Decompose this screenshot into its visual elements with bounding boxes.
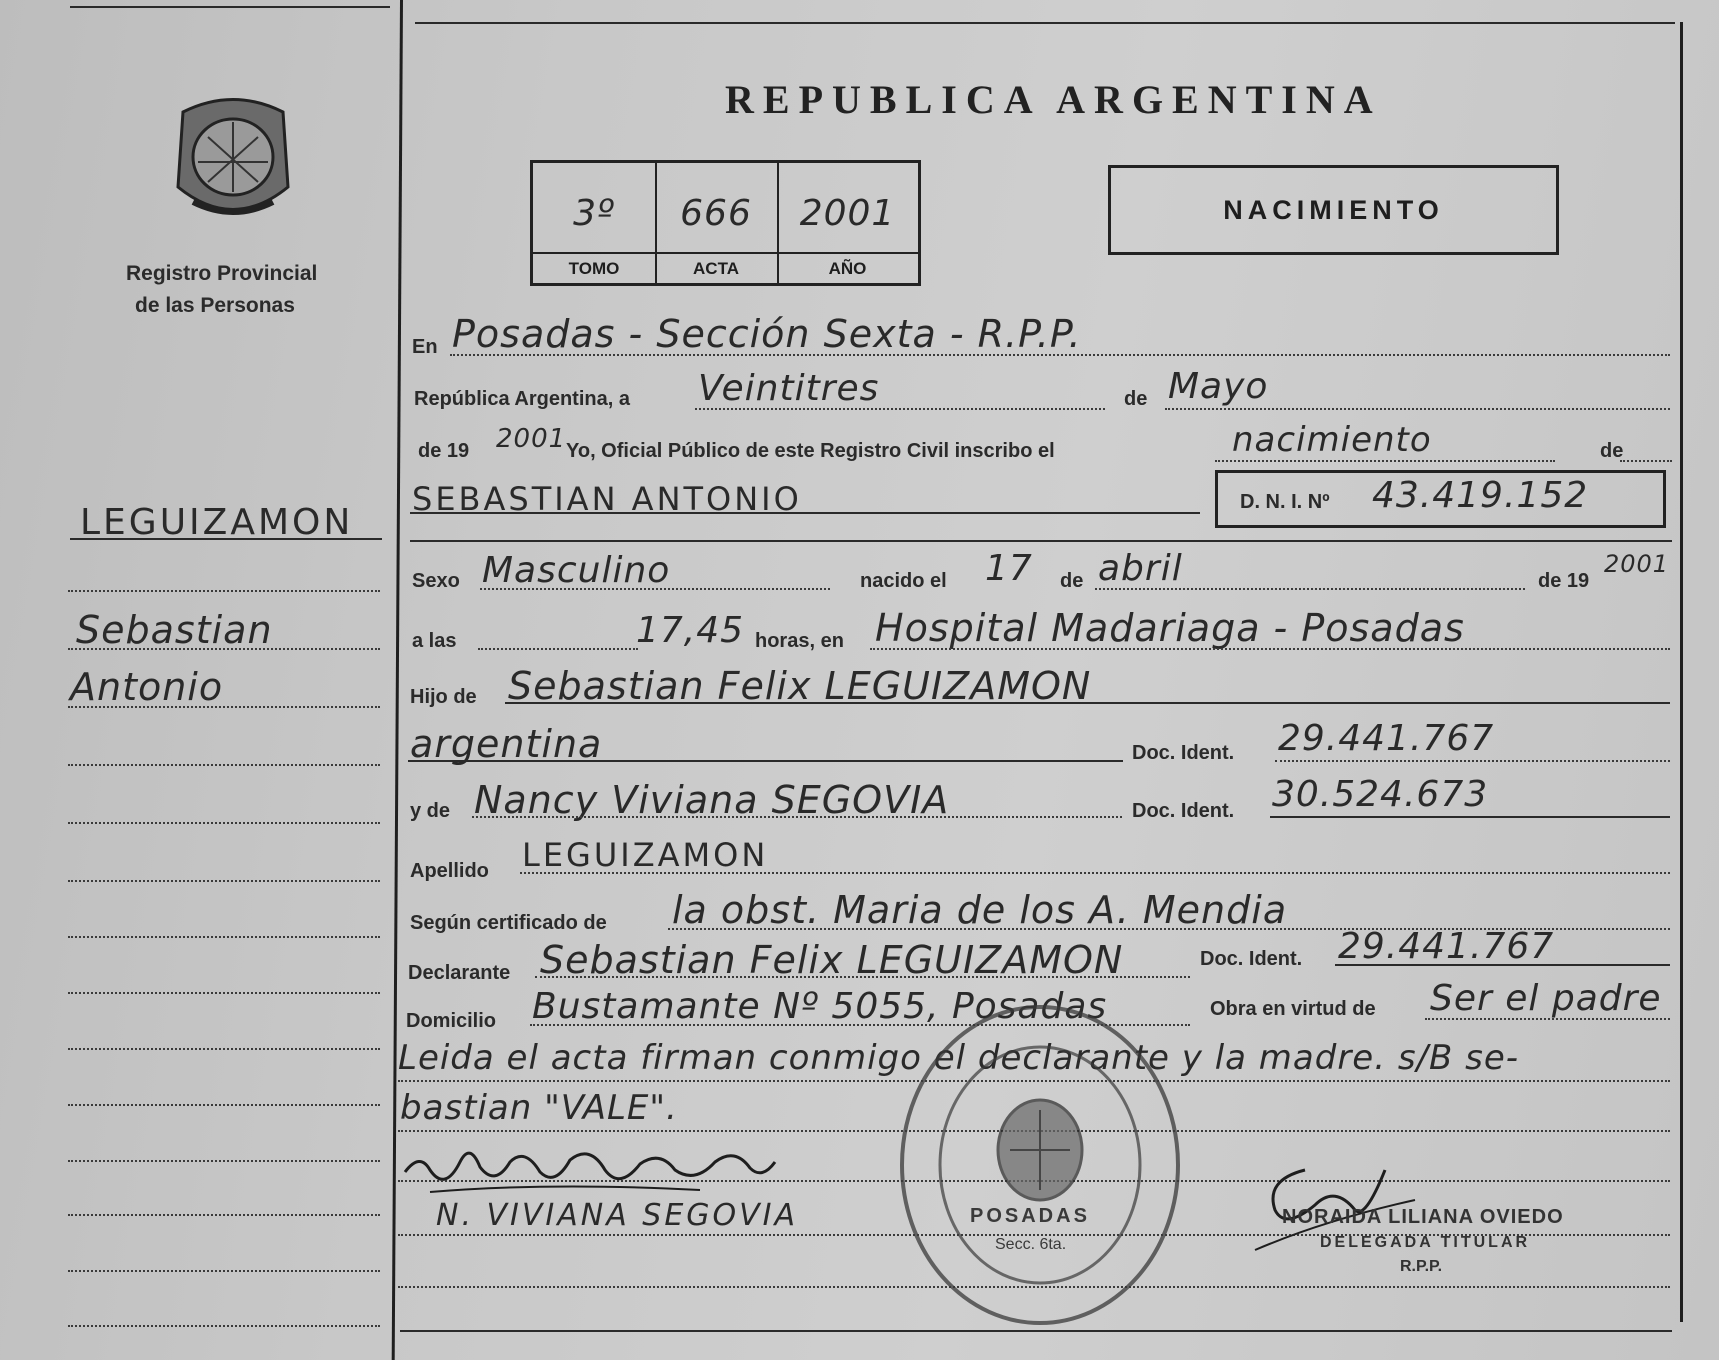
margin-rule-1 (70, 538, 382, 540)
ano-value: 2001 (799, 193, 896, 234)
margin-dots-3 (68, 706, 380, 708)
label-dni: D. N. I. Nº (1240, 491, 1330, 513)
dots-row-8b (1275, 760, 1670, 762)
value-sex: Masculino (482, 550, 671, 591)
margin-dots-1 (68, 590, 380, 592)
label-de-19-birth: de 19 (1538, 570, 1590, 592)
right-border (1680, 22, 1683, 1322)
value-mother-doc: 30.524.673 (1272, 774, 1489, 815)
margin-dots-7 (68, 936, 380, 938)
value-birth-year: 2001 (1604, 550, 1670, 578)
value-note-line-1: Leida el acta firman conmigo el declarante y la madre. s/B se- (398, 1038, 1520, 1078)
section-rule-1 (410, 540, 1672, 542)
provincial-crest-icon (168, 92, 298, 232)
label-segun: Según certificado de (410, 912, 607, 934)
declarant-signature-icon (400, 1132, 780, 1202)
value-basis: Ser el padre (1430, 978, 1662, 1019)
value-birth-day: 17 (985, 548, 1033, 589)
margin-dots-13 (68, 1270, 380, 1272)
label-y-de: y de (410, 800, 451, 822)
label-yo-text: Yo, Oficial Público de este Registro Civil inscribo el (566, 440, 1055, 462)
rule-row-7 (505, 702, 1670, 704)
dots-row-1 (450, 354, 1670, 356)
label-doc-ident-mother: Doc. Ident. (1132, 800, 1235, 822)
value-time: 17,45 (636, 610, 745, 651)
ano-caption: AÑO (777, 252, 918, 279)
margin-surname: LEGUIZAMON (80, 502, 354, 543)
tomo-caption: TOMO (533, 252, 655, 279)
value-father-doc: 29.441.767 (1278, 718, 1495, 759)
rule-row-9b (1270, 816, 1670, 818)
record-index-box (530, 160, 921, 286)
margin-dots-4 (68, 764, 380, 766)
label-doc-ident-declarant: Doc. Ident. (1200, 948, 1303, 970)
value-note-line-2: bastian "VALE". (400, 1088, 678, 1128)
official-office: R.P.P. (1400, 1258, 1443, 1275)
value-surname: LEGUIZAMON (522, 836, 769, 874)
value-child-name: SEBASTIAN ANTONIO (412, 480, 802, 518)
value-birth-month: abril (1098, 548, 1183, 589)
country-title: REPUBLICA ARGENTINA (725, 77, 1382, 122)
seal-section-text: Secc. 6ta. (995, 1236, 1067, 1253)
dots-row-6b (870, 648, 1670, 650)
dni-box (1215, 470, 1666, 528)
value-dni: 43.419.152 (1372, 475, 1589, 516)
margin-dots-12 (68, 1214, 380, 1216)
margin-dots-14 (68, 1325, 380, 1327)
label-domicilio: Domicilio (406, 1010, 497, 1032)
acta-cell (655, 163, 779, 283)
margin-dots-10 (68, 1104, 380, 1106)
value-father: Sebastian Felix LEGUIZAMON (508, 664, 1092, 708)
value-mother: Nancy Viviana SEGOVIA (474, 778, 950, 822)
dots-row-6a (478, 648, 638, 650)
label-de-birth-month: de (1060, 570, 1084, 592)
dots-row-3b (1620, 460, 1672, 462)
label-horas-en: horas, en (755, 630, 844, 652)
tomo-value: 3º (573, 193, 615, 234)
tomo-cell (533, 163, 657, 283)
record-type-label: NACIMIENTO (1223, 194, 1444, 225)
bottom-rule (400, 1330, 1672, 1332)
rule-row-12b (1335, 964, 1670, 966)
top-rule-right (415, 22, 1675, 24)
margin-dots-8 (68, 992, 380, 994)
registry-name-line2: de las Personas (135, 294, 295, 317)
dots-row-2b (1165, 408, 1670, 410)
value-certifier: la obst. Maria de los A. Mendia (672, 888, 1288, 932)
label-de-month: de (1124, 388, 1148, 410)
value-act: nacimiento (1232, 420, 1432, 460)
acta-value: 666 (680, 193, 752, 234)
label-doc-ident-father: Doc. Ident. (1132, 742, 1235, 764)
value-day-words: Veintitres (698, 368, 880, 409)
official-seal-icon (895, 1000, 1185, 1330)
dots-row-13b (1425, 1018, 1670, 1020)
label-sexo: Sexo (412, 570, 460, 592)
value-place: Posadas - Sección Sexta - R.P.P. (452, 312, 1082, 356)
margin-dots-5 (68, 822, 380, 824)
label-hijo-de: Hijo de (410, 686, 477, 708)
acta-caption: ACTA (655, 252, 777, 279)
mother-signature-name: N. VIVIANA SEGOVIA (436, 1198, 799, 1233)
label-a-las: a las (412, 630, 457, 652)
value-month: Mayo (1168, 366, 1269, 407)
margin-given-name-1: Sebastian (76, 608, 273, 652)
value-place-birth: Hospital Madariaga - Posadas (875, 606, 1465, 650)
label-de-19: de 19 (418, 440, 470, 462)
dots-row-5b (1095, 588, 1525, 590)
value-address: Bustamante Nº 5055, Posadas (532, 986, 1108, 1027)
dots-row-2a (695, 408, 1105, 410)
label-de-act: de (1600, 440, 1624, 462)
official-title: DELEGADA TITULAR (1320, 1234, 1531, 1251)
margin-dots-11 (68, 1160, 380, 1162)
margin-dots-6 (68, 880, 380, 882)
seal-center-text: POSADAS (970, 1205, 1090, 1227)
record-type-box (1108, 165, 1559, 255)
ano-cell (777, 163, 918, 283)
value-father-nationality: argentina (410, 722, 603, 766)
dots-row-5a (480, 588, 830, 590)
value-year-reg: 2001 (496, 424, 567, 454)
value-declarant: Sebastian Felix LEGUIZAMON (540, 938, 1124, 982)
dots-row-9a (472, 816, 1122, 818)
margin-dots-2 (68, 648, 380, 650)
margin-dots-9 (68, 1048, 380, 1050)
dots-row-3a (1215, 460, 1555, 462)
label-declarante: Declarante (408, 962, 511, 984)
rule-row-8a (408, 760, 1123, 762)
registry-name-line1: Registro Provincial (126, 262, 318, 285)
rule-row-4 (410, 512, 1200, 514)
top-rule-left (70, 6, 390, 8)
value-declarant-doc: 29.441.767 (1338, 926, 1555, 967)
label-republica: República Argentina, a (414, 388, 630, 410)
label-nacido-el: nacido el (860, 570, 947, 592)
label-apellido: Apellido (410, 860, 489, 882)
dots-row-12a (535, 976, 1190, 978)
label-en: En (412, 336, 438, 358)
margin-given-name-2: Antonio (70, 665, 224, 709)
dots-row-10 (520, 872, 1670, 874)
label-obra: Obra en virtud de (1210, 998, 1376, 1020)
official-name: NORAIDA LILIANA OVIEDO (1282, 1206, 1564, 1228)
